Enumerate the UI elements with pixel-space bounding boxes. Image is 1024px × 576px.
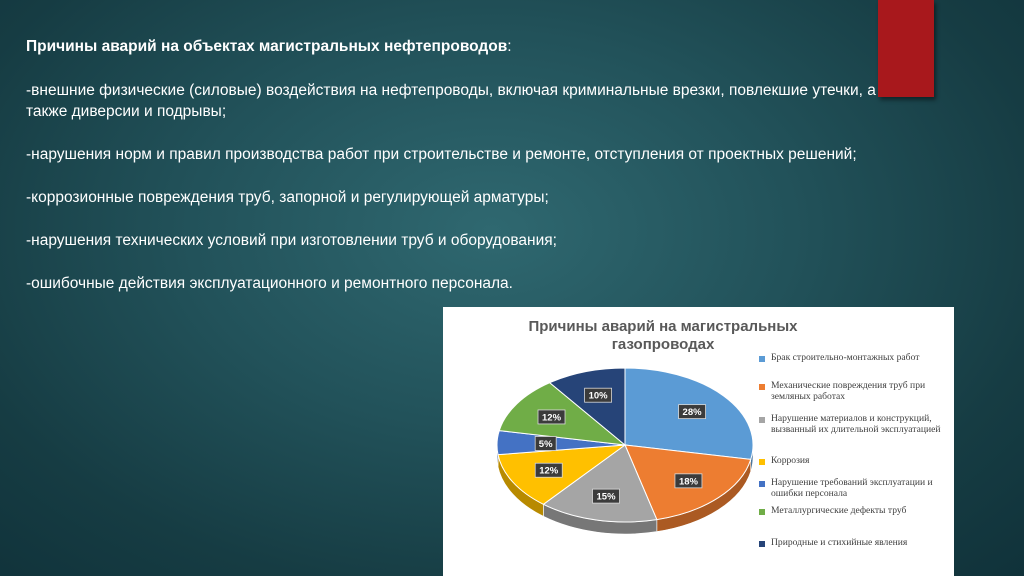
bullet-construction-violations: -нарушения норм и правил производства работ при строительстве и ремонте, отступления от проектных решений; bbox=[26, 146, 857, 163]
legend-swatch-6 bbox=[759, 509, 765, 515]
bullet-corrosion: -коррозионные повреждения труб, запорной и регулирующей арматуры; bbox=[26, 189, 549, 206]
pie-chart-panel bbox=[443, 307, 954, 576]
page-title: Причины аварий на объектах магистральных нефтепроводов: bbox=[26, 38, 512, 55]
bullet-personnel-errors: -ошибочные действия эксплуатационного и ремонтного персонала. bbox=[26, 275, 513, 292]
legend-item-6 bbox=[759, 506, 949, 517]
pie-label-2: 18% bbox=[678, 476, 698, 488]
text-block bbox=[26, 36, 886, 294]
bullet-manufacturing-violations: -нарушения технических условий при изготовлении труб и оборудования; bbox=[26, 232, 557, 249]
chart-title-line-1: Причины аварий на магистральных bbox=[528, 318, 798, 335]
legend-item-2 bbox=[759, 381, 949, 402]
legend-label-7: Природные и стихийные явления bbox=[771, 537, 908, 548]
legend-swatch-4 bbox=[759, 459, 765, 465]
legend-swatch-3 bbox=[759, 417, 765, 423]
legend-item-1 bbox=[759, 353, 949, 364]
chart-title-line-2: газопроводах bbox=[611, 336, 715, 353]
pie-chart bbox=[443, 307, 954, 576]
legend-label-2: Механические повреждения труб при земляных работах bbox=[771, 380, 926, 402]
pie-label-4: 12% bbox=[539, 465, 559, 477]
bullet-external-impact: -внешние физические (силовые) воздействия на нефтепроводы, включая криминальные врезки, повлекшие утечки, а также диверсии и подрывы; bbox=[26, 82, 876, 120]
pie-label-5: 5% bbox=[538, 439, 553, 451]
legend-swatch-7 bbox=[759, 541, 765, 547]
legend-label-3: Нарушение материалов и конструкций, вызванный их длительной эксплуатацией bbox=[771, 413, 941, 435]
legend-label-5: Нарушение требований эксплуатации и ошибки персонала bbox=[771, 477, 933, 499]
pie-label-1: 28% bbox=[682, 407, 702, 419]
accent-bar bbox=[878, 0, 934, 97]
legend-label-4: Коррозия bbox=[771, 455, 810, 466]
legend-label-1: Брак строительно-монтажных работ bbox=[771, 352, 920, 363]
pie-label-3: 15% bbox=[596, 491, 616, 503]
pie-label-6: 12% bbox=[542, 412, 562, 424]
legend-item-7 bbox=[759, 538, 949, 549]
pie-label-7: 10% bbox=[588, 390, 608, 402]
legend-item-5 bbox=[759, 478, 949, 499]
legend-label-6: Металлургические дефекты труб bbox=[771, 505, 907, 516]
legend-item-3 bbox=[759, 414, 949, 435]
legend-item-4 bbox=[759, 456, 949, 467]
legend-swatch-1 bbox=[759, 356, 765, 362]
legend-swatch-5 bbox=[759, 481, 765, 487]
legend-swatch-2 bbox=[759, 384, 765, 390]
